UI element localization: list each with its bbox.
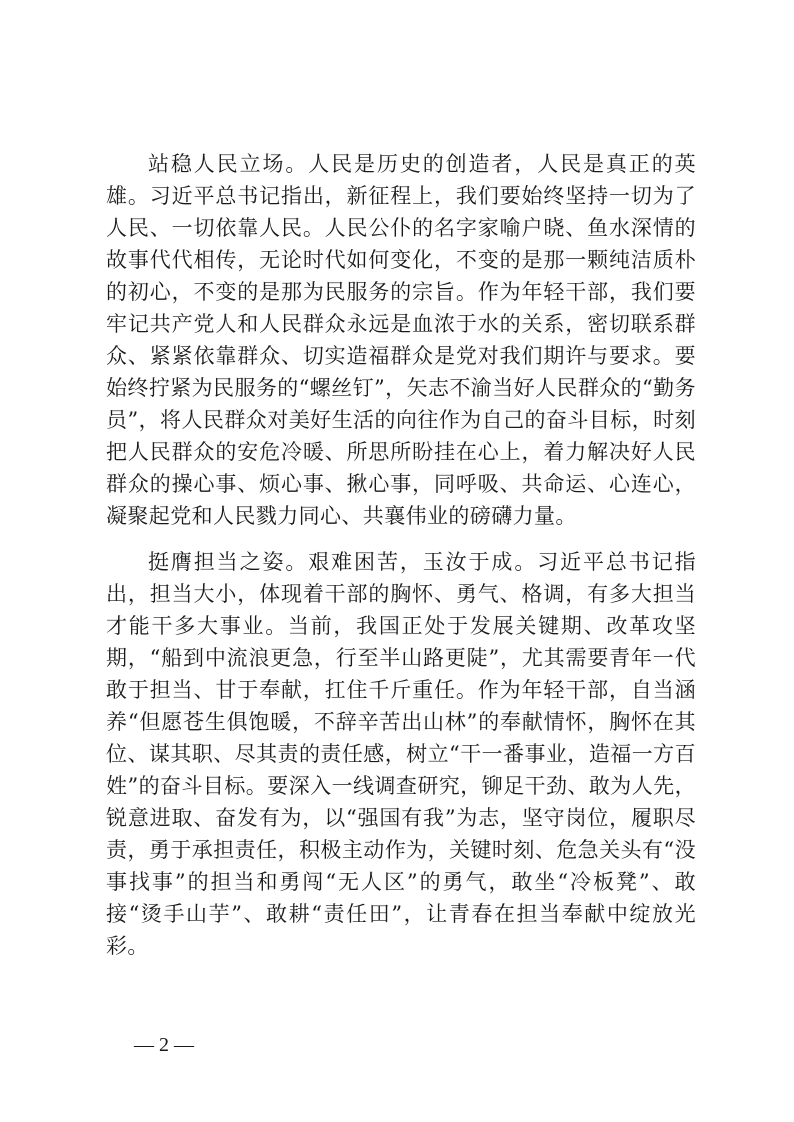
page-number: — 2 — <box>134 1034 194 1056</box>
paragraph-people-stance: 站稳人民立场。人民是历史的创造者，人民是真正的英雄。习近平总书记指出，新征程上，我们要始终坚持一切为了人民、一切依靠人民。人民公仆的名字家喻户晓、鱼水深情的故事代代相传，无论时代如何变化，不变的是那一颗纯洁质朴的初心，不变的是那为民服务的宗旨。作为年轻干部，我们要牢记共产党人和人民群众永远是血浓于水的关系，密切联系群众、紧紧依靠群众、切实造福群众是党对我们期许与要求。要始终拧紧为民服务的“螺丝钉”，矢志不渝当好人民群众的“勤务员”，将人民群众对美好生活的向往作为自己的奋斗目标，时刻把人民群众的安危冷暖、所思所盼挂在心上，着力解决好人民群众的操心事、烦心事、揪心事，同呼吸、共命运、心连心，凝聚起党和人民戮力同心、共襄伟业的磅礴力量。 <box>106 152 696 528</box>
body-text <box>106 148 696 962</box>
paragraph-responsibility: 挺膺担当之姿。艰难困苦，玉汝于成。习近平总书记指出，担当大小，体现着干部的胸怀、勇气、格调，有多大担当才能干多大事业。当前，我国正处于发展关键期、改革攻坚期，“船到中流浪更急，行至半山路更陡”，尤其需要青年一代敢于担当、甘于奉献，扛住千斤重任。作为年轻干部，自当涵养“但愿苍生俱饱暖，不辞辛苦出山林”的奉献情怀，胸怀在其位、谋其职、尽其责的责任感，树立“干一番事业，造福一方百姓”的奋斗目标。要深入一线调查研究，铆足干劲、敢为人先，锐意进取、奋发有为，以“强国有我”为志，坚守岗位，履职尽责，勇于承担责任，积极主动作为，关键时刻、危急关头有“没事找事”的担当和勇闯“无人区”的勇气，敢坐“冷板凳”、敢接“烫手山芋”、敢耕“责任田”，让青春在担当奉献中绽放光彩。 <box>106 550 696 958</box>
